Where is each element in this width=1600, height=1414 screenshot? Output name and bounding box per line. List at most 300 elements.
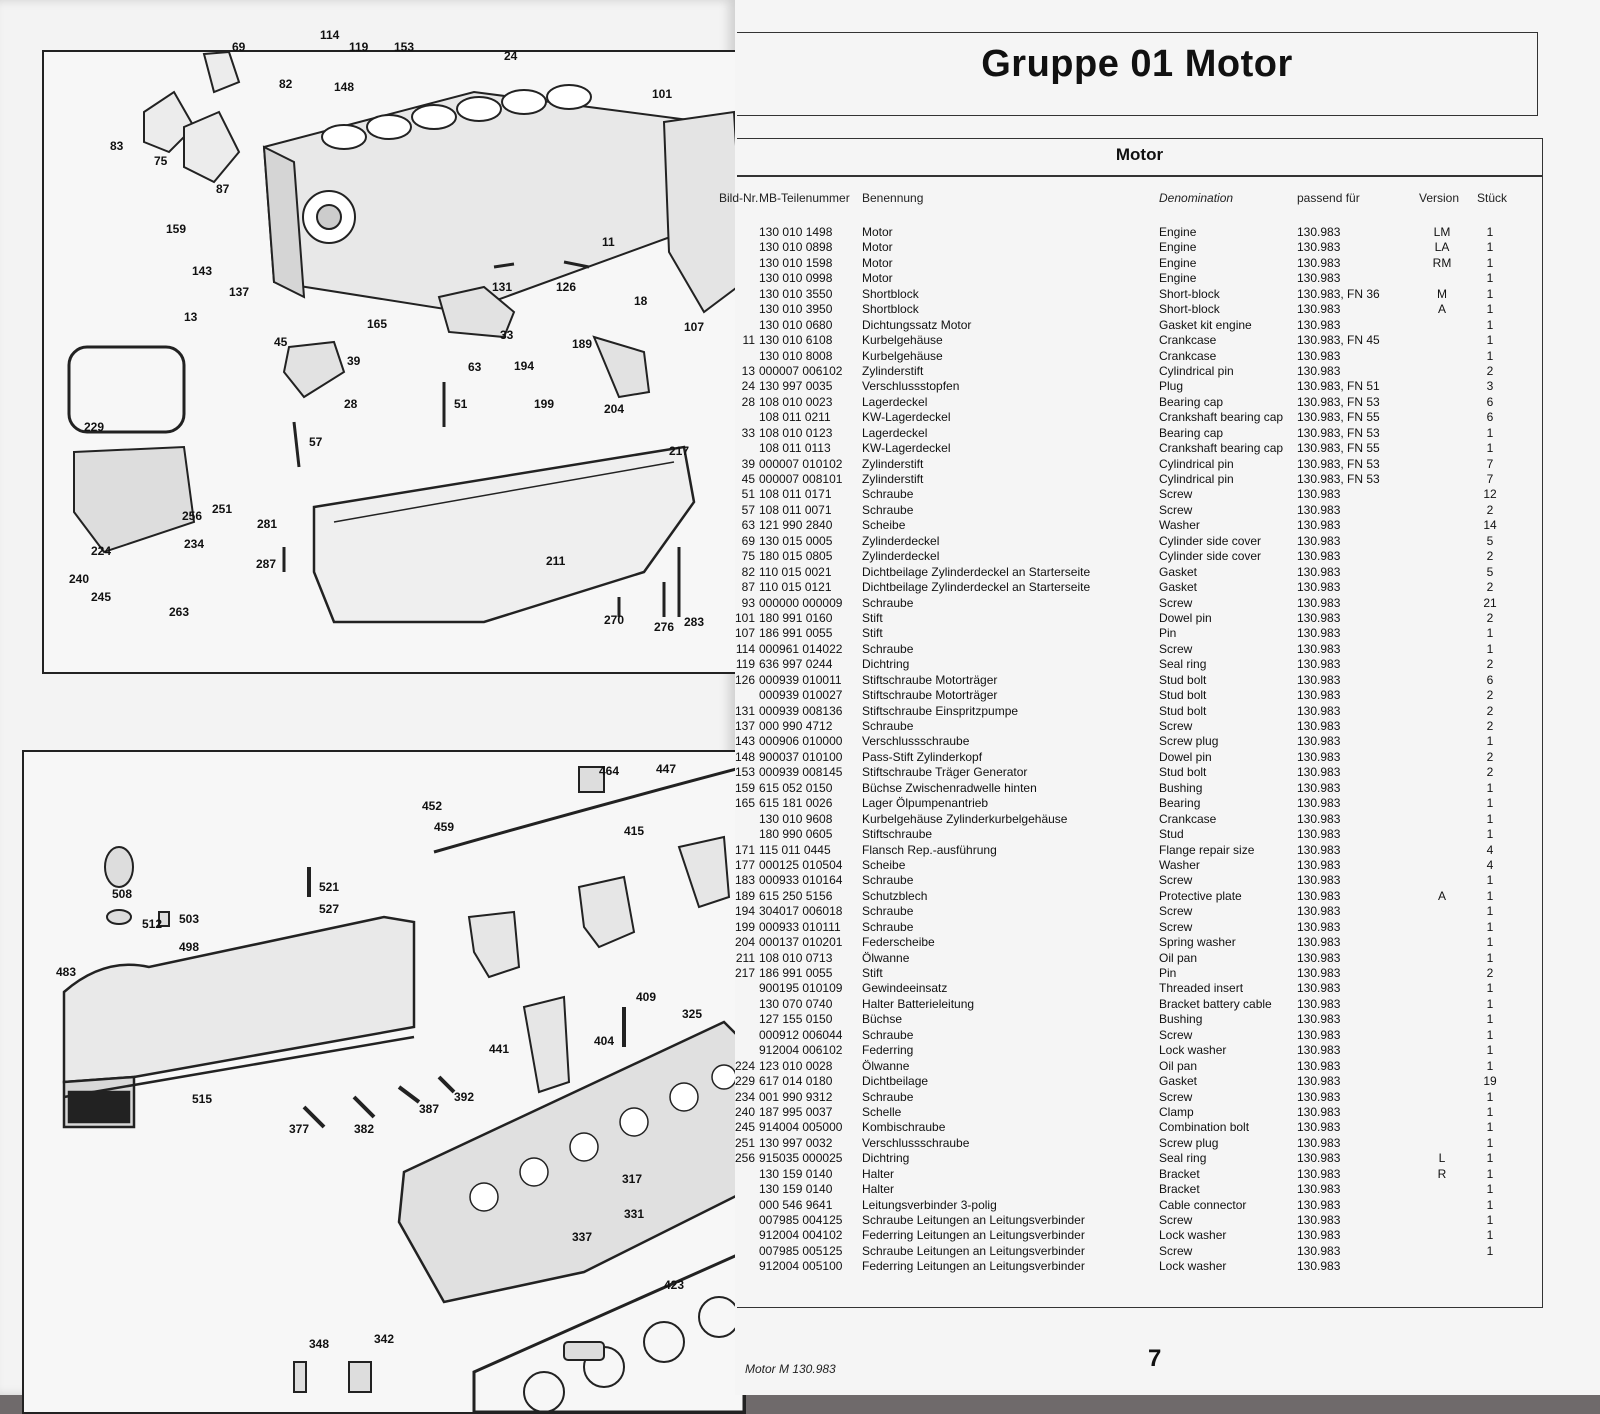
cell-bild-nr: 101 — [734, 610, 755, 625]
cell-denomination: Lock washer — [1159, 1043, 1227, 1058]
cell-part-number: 615 250 5156 — [759, 888, 833, 903]
cell-benennung: Federring Leitungen an Leitungsverbinder — [862, 1228, 1085, 1243]
cell-bild-nr: 13 — [741, 363, 755, 378]
table-row — [737, 981, 1542, 996]
cell-denomination: Plug — [1159, 379, 1184, 394]
callout-283: 283 — [684, 615, 705, 629]
cell-part-number: 000961 014022 — [759, 641, 843, 656]
table-row — [737, 333, 1542, 348]
table-row — [737, 1198, 1542, 1213]
cell-passend-fuer: 130.983 — [1297, 240, 1341, 255]
cell-denomination: Engine — [1159, 271, 1197, 286]
cell-passend-fuer: 130.983 — [1297, 857, 1341, 872]
cell-bild-nr: 39 — [741, 456, 755, 471]
cell-stueck: 1 — [1486, 1027, 1494, 1042]
cell-bild-nr: 211 — [735, 950, 755, 965]
header-passend-fuer: passend für — [1297, 191, 1360, 205]
cell-passend-fuer: 130.983 — [1297, 302, 1341, 317]
header-bild-nr: Bild-Nr. — [719, 191, 759, 205]
table-row — [734, 734, 1542, 749]
cell-stueck: 1 — [1486, 935, 1494, 950]
table-row — [737, 1043, 1542, 1058]
section-title: Motor — [1115, 145, 1164, 164]
cell-part-number: 130 070 0740 — [759, 996, 833, 1011]
table-row — [734, 1135, 1542, 1151]
cell-stueck: 2 — [1486, 580, 1494, 595]
header-version: Version — [1419, 191, 1460, 205]
cell-part-number: 304017 006018 — [759, 904, 843, 919]
cell-part-number: 130 010 3550 — [759, 286, 833, 301]
section-divider — [737, 175, 1542, 177]
cell-denomination: Bearing cap — [1159, 394, 1224, 409]
cell-passend-fuer: 130.983 — [1297, 780, 1341, 795]
cell-benennung: Schraube — [862, 1027, 914, 1042]
cell-denomination: Screw — [1159, 719, 1193, 733]
callout-377: 377 — [289, 1122, 310, 1136]
cell-bild-nr: 165 — [734, 796, 755, 811]
cell-stueck: 2 — [1486, 765, 1494, 780]
table-row — [734, 919, 1542, 935]
cell-denomination: Screw — [1159, 1243, 1193, 1258]
cell-part-number: 108 011 0211 — [759, 410, 831, 425]
callout-57: 57 — [309, 435, 323, 449]
cell-stueck: 2 — [1486, 549, 1494, 564]
callout-515: 515 — [192, 1092, 213, 1106]
cell-bild-nr: 131 — [734, 703, 755, 718]
cell-denomination: Crankshaft bearing cap — [1159, 410, 1284, 425]
callout-75: 75 — [154, 154, 168, 168]
cell-stueck: 2 — [1486, 657, 1494, 672]
cell-denomination: Stud bolt — [1159, 688, 1207, 703]
cell-benennung: Dichtungssatz Motor — [862, 317, 972, 332]
cell-passend-fuer: 130.983 — [1297, 564, 1341, 579]
callout-87: 87 — [216, 182, 230, 196]
cell-passend-fuer: 130.983 — [1297, 1166, 1341, 1181]
table-row — [737, 256, 1542, 271]
callout-82: 82 — [279, 77, 293, 91]
cell-benennung: Verschlussschraube — [862, 734, 970, 749]
callout-498: 498 — [179, 940, 200, 954]
cell-bild-nr: 28 — [741, 394, 755, 409]
cell-part-number: 130 010 9608 — [759, 811, 833, 826]
cell-benennung: Schraube — [862, 1089, 914, 1104]
cell-denomination: Engine — [1159, 225, 1197, 239]
cell-version: R — [1437, 1166, 1447, 1181]
cell-denomination: Bushing — [1159, 780, 1203, 795]
cell-part-number: 130 010 8008 — [759, 348, 833, 363]
cell-passend-fuer: 130.983 — [1297, 1213, 1341, 1227]
callout-325: 325 — [682, 1007, 703, 1021]
table-row — [737, 1182, 1542, 1197]
cell-stueck: 1 — [1486, 425, 1494, 440]
cell-denomination: Screw — [1159, 595, 1193, 610]
cell-part-number: 127 155 0150 — [759, 1012, 833, 1027]
cell-part-number: 617 014 0180 — [759, 1074, 833, 1089]
cell-benennung: Federscheibe — [862, 935, 935, 950]
table-row — [737, 426, 1542, 441]
cell-bild-nr: 224 — [734, 1058, 755, 1073]
cell-passend-fuer: 130.983, FN 51 — [1297, 379, 1380, 394]
cell-passend-fuer: 130.983 — [1297, 996, 1341, 1011]
cell-passend-fuer: 130.983 — [1297, 533, 1341, 548]
cell-denomination: Combination bolt — [1159, 1120, 1250, 1135]
table-row — [734, 1104, 1542, 1120]
callout-69: 69 — [232, 40, 246, 54]
cell-part-number: 615 181 0026 — [759, 796, 833, 811]
cell-part-number: 130 010 0998 — [759, 271, 833, 286]
cell-part-number: 000939 010011 — [759, 672, 842, 687]
cell-passend-fuer: 130.983 — [1297, 1135, 1341, 1150]
cell-bild-nr: 57 — [741, 502, 755, 517]
cell-benennung: Ölwanne — [862, 950, 910, 965]
cell-stueck: 1 — [1486, 1012, 1494, 1027]
cell-benennung: Zylinderstift — [862, 363, 924, 378]
cell-denomination: Screw — [1159, 873, 1193, 888]
cell-passend-fuer: 130.983 — [1297, 1228, 1341, 1243]
callout-199: 199 — [534, 397, 555, 411]
cell-benennung: Halter Batterieleitung — [862, 996, 975, 1011]
cell-version: L — [1438, 1151, 1446, 1166]
cell-passend-fuer: 130.983, FN 36 — [1297, 286, 1380, 301]
cell-stueck: 1 — [1486, 811, 1494, 826]
cell-benennung: Schraube — [862, 502, 914, 517]
cell-benennung: Halter — [862, 1182, 895, 1197]
footer-engine-label: Motor M 130.983 — [745, 1362, 836, 1376]
callout-521: 521 — [319, 880, 340, 894]
cell-passend-fuer: 130.983 — [1297, 1089, 1341, 1104]
cell-benennung: Zylinderstift — [862, 472, 924, 486]
callout-287: 287 — [256, 557, 277, 571]
table-row — [734, 1089, 1542, 1105]
cell-passend-fuer: 130.983 — [1297, 904, 1341, 919]
table-row — [737, 518, 1542, 533]
table-row — [737, 457, 1542, 472]
table-row — [737, 812, 1542, 827]
table-row — [737, 225, 1542, 240]
cell-bild-nr: 126 — [734, 672, 755, 687]
cell-benennung: Scheibe — [862, 857, 906, 872]
parts-rows — [734, 225, 1542, 1275]
callout-153: 153 — [394, 40, 415, 54]
cell-bild-nr: 177 — [734, 857, 755, 872]
cell-bild-nr: 199 — [734, 919, 755, 934]
cell-stueck: 21 — [1483, 595, 1497, 610]
cell-benennung: KW-Lagerdeckel — [862, 410, 951, 425]
cell-stueck: 1 — [1486, 333, 1494, 348]
cell-passend-fuer: 130.983 — [1297, 749, 1341, 764]
callout-13: 13 — [184, 310, 198, 324]
cell-stueck: 1 — [1486, 873, 1494, 888]
cell-part-number: 000939 010027 — [759, 688, 843, 703]
callout-217: 217 — [669, 444, 690, 458]
cell-passend-fuer: 130.983 — [1297, 734, 1341, 749]
table-row — [734, 888, 1542, 904]
cell-part-number: 000137 010201 — [759, 935, 843, 950]
cell-stueck: 2 — [1486, 966, 1494, 980]
cell-denomination: Seal ring — [1159, 657, 1207, 672]
cell-part-number: 108 011 0171 — [759, 487, 832, 502]
cell-stueck: 1 — [1486, 1151, 1494, 1166]
table-row — [734, 1074, 1542, 1089]
cell-stueck: 1 — [1486, 734, 1494, 749]
cell-stueck: 1 — [1486, 1228, 1494, 1243]
cell-benennung: Lagerdeckel — [862, 394, 928, 409]
cell-denomination: Screw — [1159, 502, 1193, 517]
cell-part-number: 130 997 0032 — [759, 1135, 833, 1150]
title-box — [737, 32, 1538, 116]
cell-bild-nr: 137 — [734, 719, 755, 733]
cell-passend-fuer: 130.983 — [1297, 703, 1341, 718]
cell-stueck: 1 — [1486, 1089, 1494, 1104]
callout-342: 342 — [374, 1332, 395, 1346]
cell-part-number: 130 010 1598 — [759, 255, 833, 270]
cell-bild-nr: 82 — [741, 564, 755, 579]
cell-bild-nr: 114 — [735, 641, 755, 656]
cell-stueck: 1 — [1486, 1243, 1494, 1258]
cell-benennung: Stift — [862, 610, 883, 625]
cell-version: RM — [1432, 255, 1452, 270]
cell-denomination: Cylindrical pin — [1159, 456, 1234, 471]
cell-denomination: Screw — [1159, 1027, 1193, 1042]
table-row — [734, 842, 1542, 858]
cell-denomination: Bushing — [1159, 1012, 1203, 1027]
callout-240: 240 — [69, 572, 90, 586]
cell-denomination: Oil pan — [1159, 1058, 1198, 1073]
cell-bild-nr: 153 — [734, 765, 755, 780]
cell-part-number: 007985 004125 — [759, 1213, 843, 1227]
cell-bild-nr: 183 — [734, 873, 755, 888]
cell-part-number: 000933 010111 — [759, 919, 841, 934]
cell-passend-fuer: 130.983, FN 55 — [1297, 410, 1380, 425]
cell-part-number: 180 991 0160 — [759, 610, 833, 625]
cell-stueck: 2 — [1486, 363, 1494, 378]
cell-bild-nr: 119 — [735, 657, 755, 672]
cell-passend-fuer: 130.983 — [1297, 796, 1341, 811]
cell-passend-fuer: 130.983 — [1297, 719, 1341, 733]
table-row — [737, 240, 1542, 255]
table-row — [734, 873, 1542, 888]
cell-passend-fuer: 130.983 — [1297, 363, 1341, 378]
cell-part-number: 108 010 0713 — [759, 950, 833, 965]
callout-503: 503 — [179, 912, 200, 926]
cell-benennung: Büchse — [862, 1012, 903, 1027]
cell-denomination: Screw — [1159, 919, 1193, 934]
cell-passend-fuer: 130.983 — [1297, 1104, 1341, 1119]
cell-benennung: Kurbelgehäuse Zylinderkurbelgehäuse — [862, 811, 1068, 826]
cell-benennung: Kurbelgehäuse — [862, 348, 943, 363]
table-row — [737, 642, 1542, 657]
cell-part-number: 636 997 0244 — [759, 657, 833, 672]
cell-part-number: 000939 008136 — [759, 703, 843, 718]
cell-part-number: 123 010 0028 — [759, 1058, 833, 1073]
callout-348: 348 — [309, 1337, 330, 1351]
table-row — [734, 1120, 1542, 1135]
cell-stueck: 1 — [1486, 240, 1494, 255]
table-row — [737, 1259, 1542, 1274]
cell-stueck: 2 — [1486, 688, 1494, 703]
cell-benennung: Pass-Stift Zylinderkopf — [862, 749, 983, 764]
cell-passend-fuer: 130.983 — [1297, 255, 1341, 270]
cell-denomination: Bracket battery cable — [1159, 996, 1272, 1011]
cell-denomination: Stud bolt — [1159, 672, 1207, 687]
cell-benennung: Stiftschraube Träger Generator — [862, 765, 1028, 780]
callout-392: 392 — [454, 1090, 475, 1104]
cell-benennung: Federring — [862, 1043, 914, 1058]
cell-denomination: Crankcase — [1159, 348, 1217, 363]
cell-part-number: 914004 005000 — [759, 1120, 843, 1135]
cell-benennung: Dichtbeilage — [862, 1074, 929, 1089]
cell-passend-fuer: 130.983 — [1297, 1259, 1341, 1274]
cell-denomination: Seal ring — [1159, 1151, 1207, 1166]
cell-part-number: 000912 006044 — [759, 1027, 843, 1042]
cell-stueck: 2 — [1486, 610, 1494, 625]
callout-101: 101 — [652, 87, 673, 101]
callout-83: 83 — [110, 139, 124, 153]
cylinder-head-drawing — [24, 752, 744, 1412]
cell-stueck: 1 — [1486, 827, 1494, 842]
cell-part-number: 108 010 0123 — [759, 425, 833, 440]
callout-337: 337 — [572, 1230, 593, 1244]
cell-stueck: 1 — [1486, 919, 1494, 934]
cell-denomination: Protective plate — [1159, 888, 1242, 903]
cell-stueck: 1 — [1486, 348, 1494, 363]
cell-bild-nr: 171 — [734, 842, 755, 857]
cell-part-number: 180 015 0805 — [759, 549, 833, 564]
cell-passend-fuer: 130.983 — [1297, 873, 1341, 888]
callout-107: 107 — [684, 320, 705, 334]
table-row — [737, 657, 1542, 672]
callout-189: 189 — [572, 337, 593, 351]
cell-part-number: 130 997 0035 — [759, 379, 833, 394]
callout-126: 126 — [556, 280, 577, 294]
cell-stueck: 1 — [1486, 286, 1494, 301]
cell-stueck: 1 — [1486, 1104, 1494, 1119]
cell-denomination: Screw plug — [1159, 734, 1219, 749]
cell-passend-fuer: 130.983 — [1297, 487, 1341, 502]
cell-part-number: 000933 010164 — [759, 873, 843, 888]
table-row — [737, 1244, 1542, 1259]
callout-483: 483 — [56, 965, 77, 979]
cell-denomination: Pin — [1159, 626, 1177, 641]
cell-bild-nr: 251 — [734, 1135, 755, 1150]
cell-part-number: 108 011 0071 — [759, 502, 832, 517]
cell-benennung: Schelle — [862, 1104, 902, 1119]
cell-part-number: 130 010 1498 — [759, 225, 833, 239]
table-row — [734, 966, 1542, 981]
table-row — [734, 626, 1542, 641]
cell-part-number: 108 011 0113 — [759, 441, 831, 456]
cell-denomination: Engine — [1159, 255, 1197, 270]
callout-387: 387 — [419, 1102, 440, 1116]
cell-stueck: 3 — [1486, 379, 1494, 394]
cell-passend-fuer: 130.983 — [1297, 595, 1341, 610]
callout-276: 276 — [654, 620, 675, 634]
cell-stueck: 1 — [1486, 904, 1494, 919]
cell-denomination: Screw — [1159, 1213, 1193, 1227]
table-row — [737, 827, 1542, 842]
callout-204: 204 — [604, 402, 625, 416]
cell-bild-nr: 107 — [734, 626, 755, 641]
cell-denomination: Bracket — [1159, 1182, 1200, 1197]
cell-benennung: Zylinderdeckel — [862, 549, 940, 564]
cell-passend-fuer: 130.983 — [1297, 1043, 1341, 1058]
table-row — [737, 951, 1542, 966]
callout-281: 281 — [257, 517, 278, 531]
cell-denomination: Washer — [1159, 857, 1200, 872]
table-row — [734, 1151, 1542, 1166]
cell-stueck: 2 — [1486, 749, 1494, 764]
cell-part-number: 130 010 3950 — [759, 302, 833, 317]
table-row — [737, 472, 1542, 487]
cell-denomination: Oil pan — [1159, 950, 1198, 965]
cell-stueck: 1 — [1486, 1043, 1494, 1058]
table-row — [734, 1058, 1542, 1074]
cell-stueck: 6 — [1486, 394, 1494, 409]
cell-bild-nr: 24 — [741, 379, 755, 394]
cell-stueck: 1 — [1486, 780, 1494, 795]
cell-stueck: 4 — [1486, 857, 1494, 872]
cell-denomination: Screw — [1159, 904, 1193, 919]
cell-denomination: Stud bolt — [1159, 765, 1207, 780]
cell-part-number: 186 991 0055 — [759, 966, 833, 980]
cell-benennung: Schraube — [862, 487, 914, 502]
cell-denomination: Short-block — [1159, 286, 1220, 301]
cell-passend-fuer: 130.983, FN 53 — [1297, 456, 1380, 471]
cell-stueck: 1 — [1486, 641, 1494, 656]
engine-block-exploded-diagram — [42, 28, 746, 674]
cell-stueck: 1 — [1486, 441, 1494, 456]
table-row — [734, 719, 1542, 734]
cell-stueck: 1 — [1486, 1135, 1494, 1150]
cell-version: LM — [1433, 225, 1451, 239]
callout-18: 18 — [634, 294, 648, 308]
table-row — [737, 395, 1542, 410]
callout-224: 224 — [91, 544, 112, 558]
cell-stueck: 6 — [1486, 672, 1494, 687]
cell-denomination: Lock washer — [1159, 1228, 1227, 1243]
cell-benennung: Büchse Zwischenradwelle hinten — [862, 780, 1037, 795]
cell-passend-fuer: 130.983 — [1297, 549, 1341, 564]
cell-bild-nr: 143 — [734, 734, 755, 749]
cell-benennung: Shortblock — [862, 286, 919, 301]
parts-table — [719, 138, 1543, 1308]
table-row — [737, 1012, 1542, 1027]
table-row — [737, 596, 1542, 611]
cell-denomination: Bracket — [1159, 1166, 1200, 1181]
cell-part-number: 000 990 4712 — [759, 719, 833, 733]
cell-benennung: Motor — [862, 240, 893, 255]
cell-denomination: Stud bolt — [1159, 703, 1207, 718]
cell-stueck: 7 — [1486, 472, 1494, 486]
cell-part-number: 007985 005125 — [759, 1243, 843, 1258]
cell-part-number: 130 010 6108 — [759, 333, 833, 348]
cell-denomination: Gasket — [1159, 580, 1198, 595]
table-row — [734, 765, 1542, 780]
cell-denomination: Washer — [1159, 518, 1200, 533]
cell-part-number: 108 010 0023 — [759, 394, 833, 409]
cell-benennung: Ölwanne — [862, 1058, 910, 1073]
page-title: Gruppe 01 Motor — [981, 43, 1293, 85]
cell-part-number: 000906 010000 — [759, 734, 843, 749]
cell-part-number: 130 159 0140 — [759, 1182, 833, 1197]
table-row — [737, 379, 1542, 394]
cell-stueck: 1 — [1486, 255, 1494, 270]
callout-527: 527 — [319, 902, 340, 916]
cell-passend-fuer: 130.983 — [1297, 1074, 1341, 1089]
table-row — [737, 287, 1542, 302]
callout-423: 423 — [664, 1278, 685, 1292]
cell-stueck: 4 — [1486, 842, 1494, 857]
